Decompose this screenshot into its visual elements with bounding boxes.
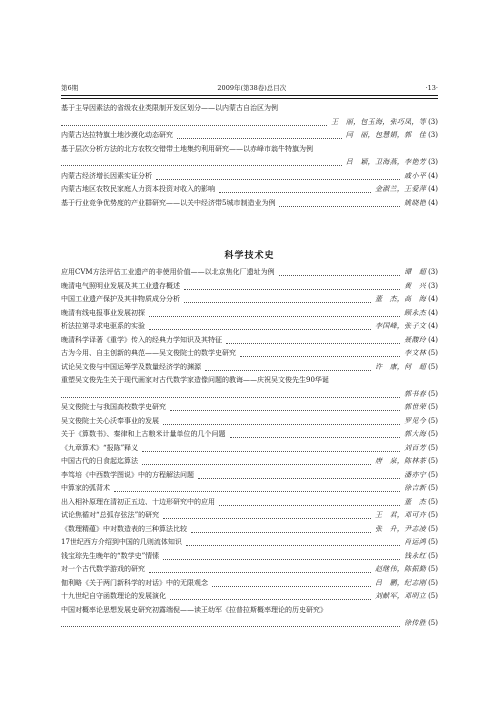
toc-entry	[61, 170, 438, 184]
entry-title: 伽利略《关于两门新科学的对话》中的无限观念	[61, 578, 208, 587]
entry-title: 中算家的弧背术	[61, 484, 110, 492]
entry-title: 析法拉第寻求电驱系的实验	[61, 322, 145, 330]
entry-authors: 肖运鸿	[404, 538, 427, 546]
toc-entry	[61, 361, 438, 375]
entry-authors: 刘百芳	[404, 443, 427, 452]
toc-entry	[61, 347, 438, 361]
entry-authors: 吕 颖，卫海燕，李艳芳	[345, 158, 427, 166]
dot-leader	[163, 551, 400, 560]
entry-title: 中国对概率论思想发展史研究初露端倪——读王幼军《拉普拉斯概率理论的历史研究》	[61, 605, 327, 614]
entry-authors: 罗见今	[404, 416, 427, 425]
entry-page: (5)	[428, 551, 438, 560]
dot-leader	[279, 198, 400, 207]
entry-title: 内蒙古经济增长因素实证分析	[61, 171, 152, 180]
entry-authors: 李文林	[404, 349, 427, 357]
entry-page: (5)	[428, 484, 438, 492]
entry-title: 基于层次分析方法的北方农牧交错带土地集约利用研究——以赤峰市翁牛特旗为例	[61, 144, 313, 153]
entry-title: 《九章算术》“报陈”释义	[61, 443, 139, 452]
entry-authors: 潘亦宁	[404, 470, 427, 479]
section-title: 科学技术史	[224, 251, 275, 261]
running-header	[61, 84, 438, 92]
toc-entry	[61, 482, 438, 496]
entry-authors: 唐 泉，陈林茶	[374, 457, 427, 465]
dot-leader	[212, 578, 371, 587]
entry-title: 晚清有线电报事业发展初探	[61, 308, 145, 317]
entry-page: (3)	[428, 158, 438, 166]
toc-entry	[61, 401, 438, 415]
entry-authors: 聂馥玲	[404, 335, 427, 344]
entry-page: (5)	[428, 497, 438, 506]
dot-leader	[61, 117, 327, 126]
toc-entry	[61, 536, 438, 550]
entry-title: 吴文俊院士关心沃奉事业的发展	[61, 416, 159, 425]
entry-page: (5)	[428, 619, 438, 627]
toc-history-section	[61, 266, 438, 631]
toc-entry-title-line	[61, 604, 438, 618]
entry-page: (3)	[428, 117, 438, 126]
entry-authors: 董 杰	[404, 497, 427, 506]
dot-leader	[149, 308, 400, 317]
toc-entry	[61, 388, 438, 402]
entry-title: 基于主导因素法的省级农业类限制开发区划分——以内蒙古自治区为例	[61, 104, 278, 112]
entry-page: (5)	[428, 457, 438, 465]
entry-page: (4)	[428, 295, 438, 303]
toc-entry	[61, 293, 438, 307]
entry-page: (4)	[428, 185, 438, 193]
entry-title: 出入相补原理在清初正五边、十边形研究中的应用	[61, 497, 215, 506]
dot-leader	[226, 335, 400, 344]
dot-leader	[184, 294, 371, 303]
entry-page: (4)	[428, 335, 438, 344]
toc-entry	[61, 307, 438, 321]
toc-entry	[61, 455, 438, 469]
toc-entry	[61, 280, 438, 294]
entry-authors: 钱永红	[404, 551, 427, 560]
entry-title: 试论吴文俊与中国运筹学及数量经济学的渊源	[61, 362, 201, 371]
entry-page: (5)	[428, 470, 438, 479]
entry-page: (5)	[428, 349, 438, 357]
entry-title: 中国古代的日食起迄算法	[61, 457, 138, 465]
entry-title: 《数理精蕴》中对数造表的三种算法比较	[61, 524, 187, 533]
dot-leader	[198, 470, 400, 479]
toc-entry	[61, 469, 438, 483]
entry-page: (5)	[428, 362, 438, 371]
entry-page: (3)	[428, 268, 438, 276]
entry-title: 重塑吴文俊先生关于现代画家对古代数学家造像问题的教诲——庆祝吴文俊先生90华诞	[61, 376, 329, 384]
entry-authors: 黄 兴	[404, 281, 427, 290]
entry-title: 试论焦循对“总弧存弦法”的研究	[61, 511, 160, 519]
dot-leader	[61, 618, 400, 627]
toc-entry	[61, 563, 438, 577]
toc-entry	[61, 320, 438, 334]
dot-leader	[177, 130, 342, 139]
toc-entry	[61, 590, 438, 604]
dot-leader	[240, 348, 400, 357]
toc-entry	[61, 617, 438, 631]
entry-title: 内蒙古地区农牧民家庭人力资本投资对收入的影响	[61, 185, 215, 193]
entry-page: (3)	[428, 131, 438, 139]
entry-title: 晚清科学译著《重学》传入的经典力学知识及其特征	[61, 335, 222, 344]
dot-leader	[142, 443, 400, 452]
toc-entry	[61, 116, 438, 130]
dot-leader	[279, 267, 401, 276]
entry-page: (4)	[428, 198, 438, 207]
entry-page: (4)	[428, 308, 438, 317]
entry-authors: 王 君，邓可卉	[374, 511, 427, 519]
toc-entry	[61, 509, 438, 523]
entry-authors: 李国峰，张子文	[374, 322, 427, 330]
entry-title: 对一个古代数学游戏的研究	[61, 565, 145, 573]
toc-entry	[61, 496, 438, 510]
entry-authors: 张 升，尹志凌	[374, 524, 427, 533]
entry-title: 中国工业遗产保护及其非物质成分分析	[61, 295, 180, 303]
dot-leader	[170, 591, 371, 600]
toc-entry	[61, 415, 438, 429]
entry-authors: 郭书春	[404, 389, 427, 398]
entry-title: 17世纪西方介绍到中国的几则流体知识	[61, 538, 182, 546]
dot-leader	[142, 456, 371, 465]
issue-label: 第6期	[61, 84, 79, 92]
dot-leader	[205, 362, 371, 371]
entry-page: (3)	[428, 281, 438, 290]
toc-entry	[61, 183, 438, 197]
entry-page: (4)	[428, 171, 438, 180]
dot-leader	[114, 483, 400, 492]
toc-entry-title-line	[61, 143, 438, 157]
entry-title: 十九世纪自守函数理论的发展演化	[61, 592, 166, 600]
entry-page: (5)	[428, 389, 438, 398]
dot-leader	[186, 537, 400, 546]
entry-page: (5)	[428, 578, 438, 587]
toc-entry	[61, 523, 438, 537]
entry-page: (5)	[428, 511, 438, 519]
dot-leader	[191, 524, 371, 533]
dot-leader	[163, 510, 371, 519]
volume-title: 2009年(第38卷)总目次	[217, 84, 287, 92]
entry-authors: 金淑兰，王爱萍	[374, 185, 427, 193]
entry-title: 古为今用、自主创新的典范——吴文俊院士的数学史研究	[61, 349, 236, 357]
entry-page: (5)	[428, 592, 438, 600]
toc-entry	[61, 550, 438, 564]
entry-title: 吴文俊院士与我国高校数学史研究	[61, 403, 166, 411]
dot-leader	[230, 429, 401, 438]
entry-authors: 谭 超	[404, 268, 427, 276]
entry-authors: 姚晓艳	[404, 198, 427, 207]
toc-entry	[61, 442, 438, 456]
toc-entry	[61, 266, 438, 280]
dot-leader	[184, 281, 400, 290]
toc-top-section	[61, 102, 438, 210]
dot-leader	[170, 402, 400, 411]
entry-title: 应用CVM方法评估工业遗产的非使用价值——以北京焦化厂遗址为例	[61, 268, 275, 276]
dot-leader	[149, 564, 371, 573]
dot-leader	[219, 497, 400, 506]
toc-entry	[61, 334, 438, 348]
entry-authors: 徐传胜	[404, 619, 427, 627]
entry-page: (4)	[428, 322, 438, 330]
toc-entry-title-line	[61, 102, 438, 116]
entry-title: 基于行业竞争优势度的产业群研究——以关中经济带5城市制造业为例	[61, 198, 276, 207]
entry-authors: 董 杰，高 海	[374, 295, 427, 303]
entry-authors: 徐吉新	[404, 484, 427, 492]
entry-title: 钱宝琮先生晚年的“数学史”情愫	[61, 551, 160, 560]
entry-page: (5)	[428, 416, 438, 425]
entry-page: (5)	[428, 524, 438, 533]
header-rule-thin	[61, 98, 438, 99]
entry-authors: 王 丽，包玉海，张巧凤，等	[331, 117, 427, 126]
entry-authors: 许 康，何 超	[374, 362, 427, 371]
header-rule-thick	[61, 95, 438, 96]
page-number: ·13·	[425, 84, 438, 92]
entry-authors: 戚小平	[404, 171, 427, 180]
toc-entry	[61, 197, 438, 211]
dot-leader	[163, 416, 400, 425]
entry-page: (5)	[428, 403, 438, 411]
dot-leader	[61, 157, 342, 166]
entry-authors: 吕 鹏，纪志刚	[374, 578, 427, 587]
entry-authors: 赵继伟，陈振勤	[374, 565, 427, 573]
toc-entry-title-line	[61, 374, 438, 388]
toc-entry	[61, 577, 438, 591]
entry-authors: 刘献军，邓明立	[374, 592, 427, 600]
entry-title: 内蒙古达拉特旗土地沙漠化动态研究	[61, 131, 173, 139]
entry-authors: 闫 丽，包慧娟，郭 佳	[345, 131, 427, 139]
entry-title: 关于《算数书》、秦律和上古粮米计量单位的几个问题	[61, 430, 226, 438]
toc-entry	[61, 156, 438, 170]
entry-page: (5)	[428, 565, 438, 573]
dot-leader	[149, 321, 371, 330]
entry-authors: 顾永杰	[404, 308, 427, 317]
entry-page: (5)	[428, 430, 438, 438]
entry-page: (5)	[428, 443, 438, 452]
toc-entry	[61, 428, 438, 442]
toc-entry	[61, 129, 438, 143]
entry-page: (5)	[428, 538, 438, 546]
dot-leader	[219, 184, 371, 193]
entry-authors: 郭世荣	[404, 403, 427, 411]
dot-leader	[156, 171, 400, 180]
entry-title: 李笃培《中西数学图说》中的方程解法问题	[61, 470, 194, 479]
entry-title: 晚清电气照明业发展及其工业遗存概述	[61, 281, 180, 290]
entry-authors: 郭大海	[404, 430, 427, 438]
dot-leader	[61, 389, 400, 398]
